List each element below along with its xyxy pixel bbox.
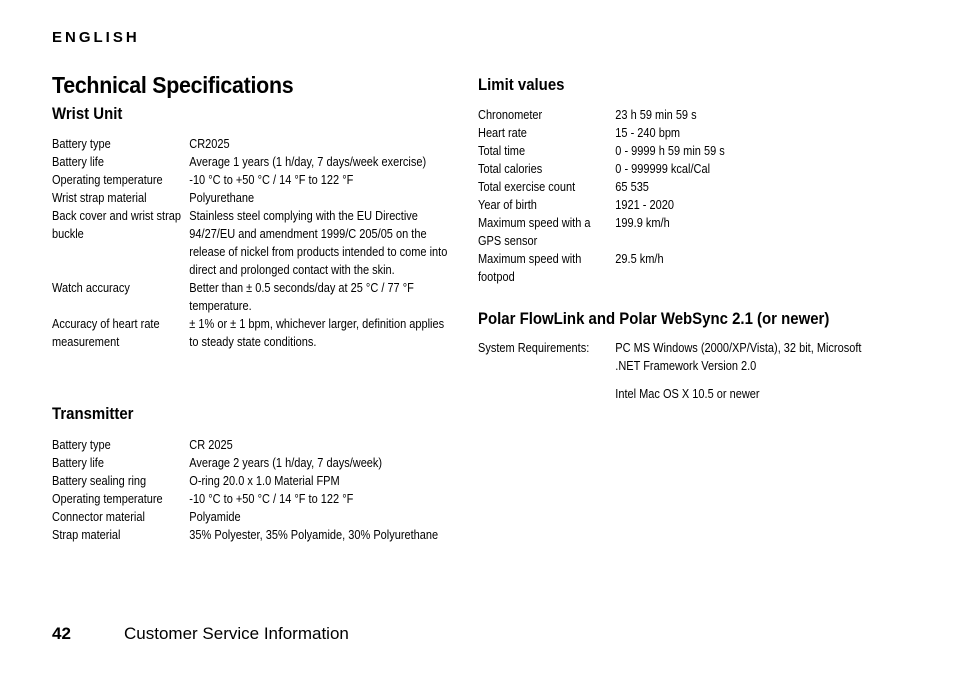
spec-row bbox=[478, 106, 879, 124]
transmitter-heading: Transmitter bbox=[52, 404, 134, 423]
flowlink-heading: Polar FlowLink and Polar WebSync 2.1 (or newer) bbox=[478, 309, 830, 328]
spec-value: Better than ± 0.5 seconds/day at 25 °C / 77 °F temperature. bbox=[189, 281, 414, 313]
spec-value: Stainless steel complying with the EU Directive 94/27/EU and amendment 1999/C 205/05 on the release of nickel from products intended to come into direct and prolonged contact with the skin. bbox=[189, 209, 448, 277]
spec-key: Total time bbox=[478, 144, 526, 158]
spec-value: Average 1 years (1 h/day, 7 days/week exercise) bbox=[189, 155, 427, 169]
language-label: ENGLISH bbox=[52, 29, 140, 46]
spec-value: Average 2 years (1 h/day, 7 days/week) bbox=[189, 456, 383, 470]
spec-row bbox=[478, 196, 879, 214]
spec-key: Operating temperature bbox=[52, 492, 163, 506]
spec-row bbox=[52, 171, 448, 189]
spec-key: Battery sealing ring bbox=[52, 474, 147, 488]
spec-key: Strap material bbox=[52, 528, 121, 542]
spec-key: Operating temperature bbox=[52, 173, 163, 187]
system-requirements bbox=[478, 339, 878, 403]
spec-value: 199.9 km/h bbox=[615, 216, 670, 230]
spec-row bbox=[478, 160, 879, 178]
wrist-unit-table bbox=[52, 135, 447, 351]
footer-section-title: Customer Service Information bbox=[124, 624, 349, 643]
spec-row bbox=[52, 454, 448, 472]
spec-key: Back cover and wrist strap buckle bbox=[52, 209, 182, 241]
spec-row bbox=[478, 214, 879, 250]
spec-value: PC MS Windows (2000/XP/Vista), 32 bit, Microsoft .NET Framework Version 2.0 bbox=[615, 341, 862, 373]
spec-value: Polyurethane bbox=[189, 191, 255, 205]
spec-row bbox=[52, 279, 448, 315]
wrist-unit-heading: Wrist Unit bbox=[52, 104, 123, 123]
spec-row bbox=[52, 207, 448, 279]
page-number: 42 bbox=[52, 624, 71, 643]
spec-key: Connector material bbox=[52, 510, 145, 524]
spec-value: 29.5 km/h bbox=[615, 252, 664, 266]
spec-key: Chronometer bbox=[478, 108, 543, 122]
spec-value: 23 h 59 min 59 s bbox=[615, 108, 697, 122]
spec-value: 0 - 999999 kcal/Cal bbox=[615, 162, 711, 176]
spec-key: Wrist strap material bbox=[52, 191, 147, 205]
spec-row bbox=[52, 526, 448, 544]
spec-value: 35% Polyester, 35% Polyamide, 30% Polyurethane bbox=[189, 528, 439, 542]
spec-key: Battery life bbox=[52, 456, 104, 470]
spec-value: CR2025 bbox=[189, 137, 230, 151]
spec-key: Battery life bbox=[52, 155, 104, 169]
spec-value: 15 - 240 bpm bbox=[615, 126, 681, 140]
spec-row bbox=[478, 250, 879, 286]
spec-key: Battery type bbox=[52, 137, 111, 151]
spec-key: Year of birth bbox=[478, 198, 537, 212]
spec-value: Polyamide bbox=[189, 510, 241, 524]
spec-row bbox=[52, 490, 448, 508]
spec-row bbox=[52, 135, 448, 153]
transmitter-table bbox=[52, 436, 447, 544]
spec-row bbox=[52, 153, 448, 171]
page-title: Technical Specifications bbox=[52, 72, 294, 98]
spec-key: Maximum speed with footpod bbox=[478, 252, 582, 284]
spec-row bbox=[52, 189, 448, 207]
spec-row bbox=[478, 124, 879, 142]
spec-key: Total calories bbox=[478, 162, 543, 176]
spec-value-group bbox=[615, 339, 879, 403]
spec-key: Accuracy of heart rate measurement bbox=[52, 317, 160, 349]
spec-key: Watch accuracy bbox=[52, 281, 130, 295]
spec-row bbox=[52, 436, 448, 454]
spec-value: 0 - 9999 h 59 min 59 s bbox=[615, 144, 725, 158]
spec-key: Total exercise count bbox=[478, 180, 576, 194]
spec-row bbox=[52, 472, 448, 490]
spec-key: Heart rate bbox=[478, 126, 527, 140]
spec-value: Intel Mac OS X 10.5 or newer bbox=[615, 387, 760, 401]
spec-key: Maximum speed with a GPS sensor bbox=[478, 216, 591, 248]
limit-values-heading: Limit values bbox=[478, 75, 565, 94]
spec-value: -10 °C to +50 °C / 14 °F to 122 °F bbox=[189, 492, 354, 506]
spec-row bbox=[52, 315, 448, 351]
spec-key: Battery type bbox=[52, 438, 111, 452]
spec-value: CR 2025 bbox=[189, 438, 233, 452]
spec-row bbox=[52, 508, 448, 526]
limit-values-table bbox=[478, 106, 878, 286]
spec-row bbox=[478, 178, 879, 196]
spec-value: -10 °C to +50 °C / 14 °F to 122 °F bbox=[189, 173, 354, 187]
spec-value: 65 535 bbox=[615, 180, 649, 194]
spec-key: System Requirements: bbox=[478, 341, 590, 355]
spec-row bbox=[478, 142, 879, 160]
spec-row bbox=[478, 339, 879, 403]
spec-value: 1921 - 2020 bbox=[615, 198, 675, 212]
spec-value: O-ring 20.0 x 1.0 Material FPM bbox=[189, 474, 340, 488]
spec-value: ± 1% or ± 1 bpm, whichever larger, definition applies to steady state conditions. bbox=[189, 317, 445, 349]
